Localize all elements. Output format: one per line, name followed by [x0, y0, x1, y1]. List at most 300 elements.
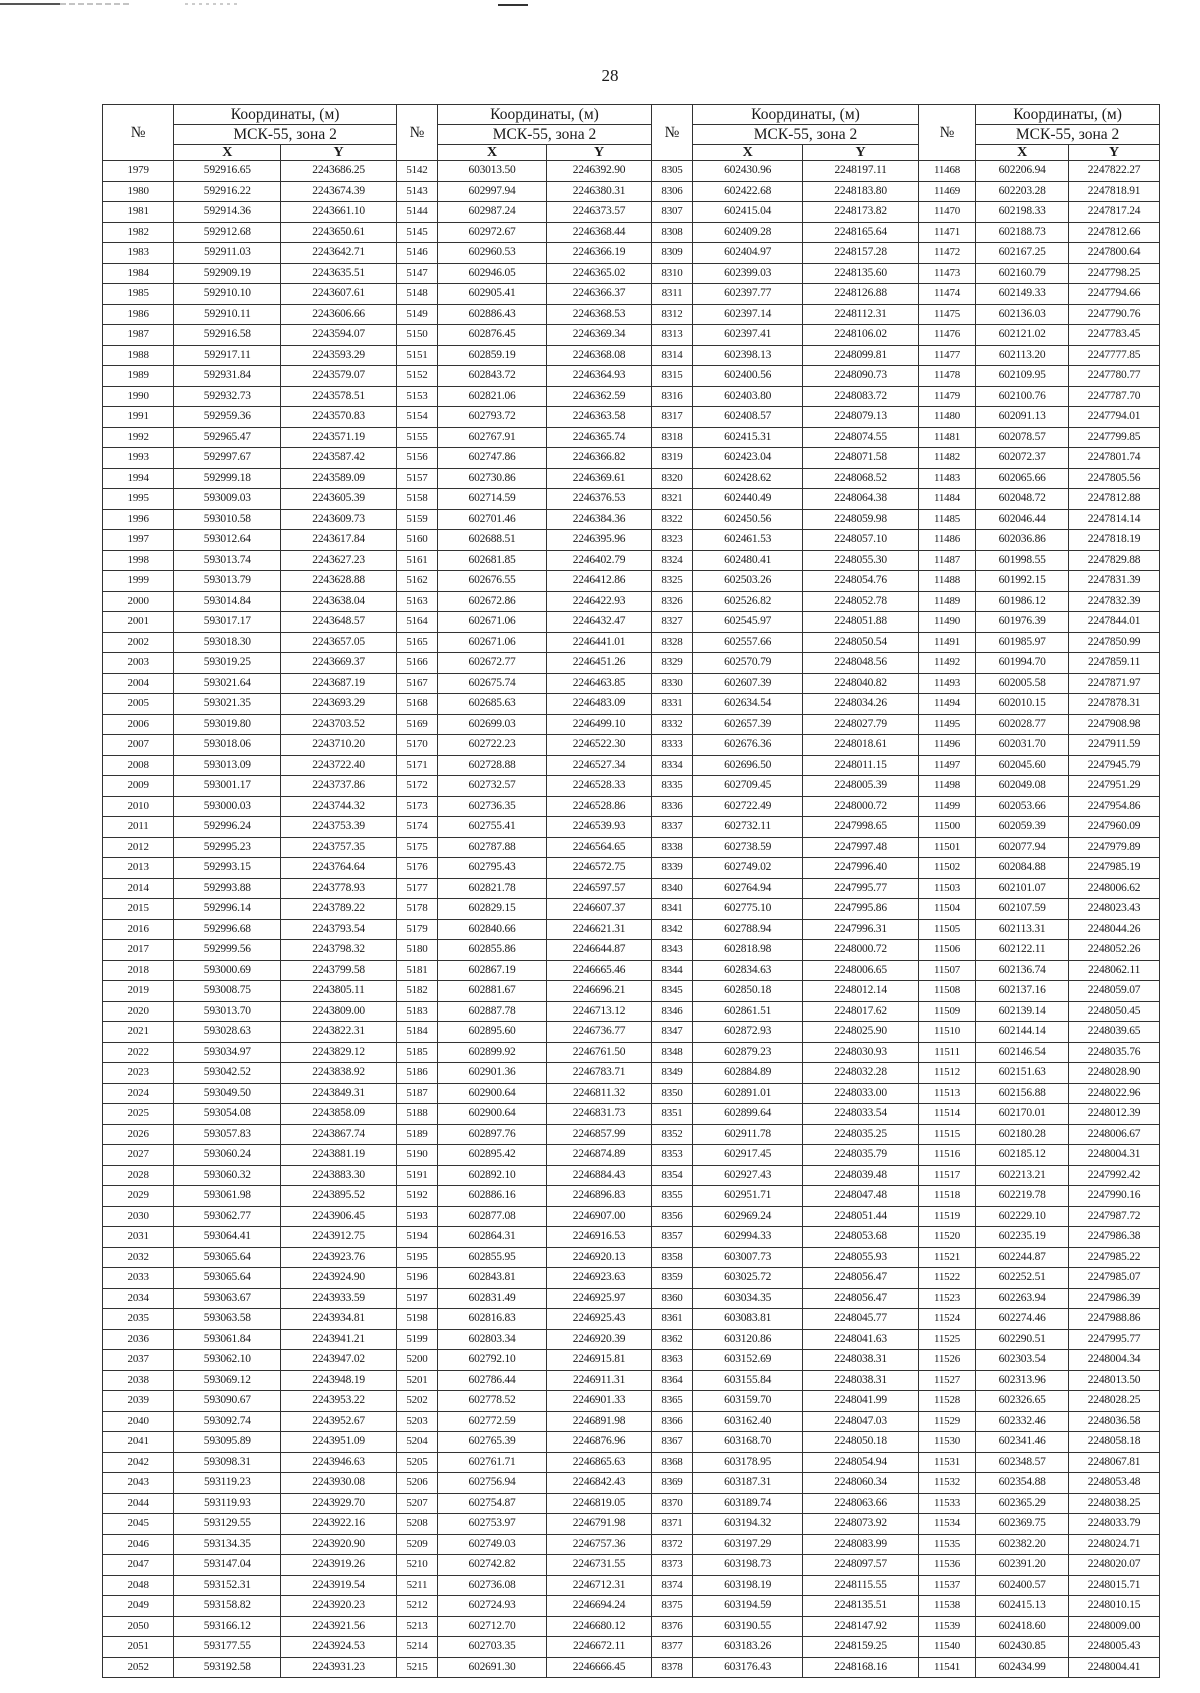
x-coordinate: 602821.06	[438, 386, 547, 407]
point-number: 2000	[103, 591, 174, 612]
point-number: 8374	[651, 1575, 692, 1596]
y-coordinate: 2243912.75	[281, 1227, 397, 1248]
y-coordinate: 2248039.65	[1069, 1022, 1160, 1043]
point-number: 2029	[103, 1186, 174, 1207]
point-number: 5199	[396, 1329, 437, 1350]
point-number: 11512	[918, 1063, 975, 1084]
table-row	[103, 1575, 1160, 1596]
y-coordinate: 2246644.87	[547, 940, 652, 961]
point-number: 8361	[651, 1309, 692, 1330]
x-coordinate: 602252.51	[976, 1268, 1069, 1289]
point-number: 2048	[103, 1575, 174, 1596]
point-number: 11479	[918, 386, 975, 407]
scan-artifact	[0, 0, 1200, 10]
y-coordinate: 2247798.25	[1069, 263, 1160, 284]
table-row	[103, 591, 1160, 612]
x-coordinate: 602753.97	[438, 1514, 547, 1535]
x-coordinate: 603083.81	[693, 1309, 803, 1330]
y-coordinate: 2248018.61	[803, 735, 919, 756]
point-number: 11522	[918, 1268, 975, 1289]
y-coordinate: 2243635.51	[281, 263, 397, 284]
table-row	[103, 345, 1160, 366]
x-coordinate: 593012.64	[174, 530, 281, 551]
y-coordinate: 2243822.31	[281, 1022, 397, 1043]
x-coordinate: 602369.75	[976, 1514, 1069, 1535]
x-coordinate: 602077.94	[976, 837, 1069, 858]
column-header-y: Y	[547, 145, 652, 161]
x-coordinate: 602900.64	[438, 1083, 547, 1104]
x-coordinate: 602901.36	[438, 1063, 547, 1084]
y-coordinate: 2243617.84	[281, 530, 397, 551]
x-coordinate: 593061.98	[174, 1186, 281, 1207]
point-number: 11504	[918, 899, 975, 920]
x-coordinate: 602244.87	[976, 1247, 1069, 1268]
y-coordinate: 2243642.71	[281, 243, 397, 264]
x-coordinate: 603198.73	[693, 1555, 803, 1576]
y-coordinate: 2246916.53	[547, 1227, 652, 1248]
point-number: 8370	[651, 1493, 692, 1514]
table-row	[103, 1596, 1160, 1617]
y-coordinate: 2248004.31	[1069, 1145, 1160, 1166]
y-coordinate: 2248071.58	[803, 448, 919, 469]
x-coordinate: 602059.39	[976, 817, 1069, 838]
y-coordinate: 2246713.12	[547, 1001, 652, 1022]
point-number: 2010	[103, 796, 174, 817]
y-coordinate: 2243589.09	[281, 468, 397, 489]
point-number: 2013	[103, 858, 174, 879]
x-coordinate: 592916.22	[174, 181, 281, 202]
x-coordinate: 603176.43	[693, 1657, 803, 1678]
column-header-coords-line1: Координаты, (м)	[174, 105, 397, 125]
y-coordinate: 2246925.43	[547, 1309, 652, 1330]
y-coordinate: 2248032.28	[803, 1063, 919, 1084]
point-number: 11470	[918, 202, 975, 223]
y-coordinate: 2248054.94	[803, 1452, 919, 1473]
y-coordinate: 2246451.26	[547, 653, 652, 674]
x-coordinate: 592999.56	[174, 940, 281, 961]
x-coordinate: 602864.31	[438, 1227, 547, 1248]
point-number: 2040	[103, 1411, 174, 1432]
y-coordinate: 2247986.38	[1069, 1227, 1160, 1248]
x-coordinate: 602887.78	[438, 1001, 547, 1022]
point-number: 2023	[103, 1063, 174, 1084]
point-number: 5168	[396, 694, 437, 715]
table-row	[103, 571, 1160, 592]
point-number: 2046	[103, 1534, 174, 1555]
point-number: 2006	[103, 714, 174, 735]
y-coordinate: 2248083.72	[803, 386, 919, 407]
x-coordinate: 603194.32	[693, 1514, 803, 1535]
point-number: 8339	[651, 858, 692, 879]
y-coordinate: 2246369.34	[547, 325, 652, 346]
x-coordinate: 602685.63	[438, 694, 547, 715]
x-coordinate: 602418.60	[976, 1616, 1069, 1637]
table-row	[103, 1083, 1160, 1104]
y-coordinate: 2247985.19	[1069, 858, 1160, 879]
point-number: 11519	[918, 1206, 975, 1227]
point-number: 5193	[396, 1206, 437, 1227]
x-coordinate: 592996.24	[174, 817, 281, 838]
point-number: 11539	[918, 1616, 975, 1637]
y-coordinate: 2243931.23	[281, 1657, 397, 1678]
point-number: 1989	[103, 366, 174, 387]
y-coordinate: 2247911.59	[1069, 735, 1160, 756]
table-row	[103, 1432, 1160, 1453]
point-number: 8323	[651, 530, 692, 551]
y-coordinate: 2247818.91	[1069, 181, 1160, 202]
x-coordinate: 593000.03	[174, 796, 281, 817]
point-number: 5149	[396, 304, 437, 325]
point-number: 11475	[918, 304, 975, 325]
point-number: 8334	[651, 755, 692, 776]
y-coordinate: 2248047.48	[803, 1186, 919, 1207]
y-coordinate: 2243799.58	[281, 960, 397, 981]
table-row	[103, 202, 1160, 223]
point-number: 5143	[396, 181, 437, 202]
x-coordinate: 593062.77	[174, 1206, 281, 1227]
y-coordinate: 2248017.62	[803, 1001, 919, 1022]
y-coordinate: 2248010.15	[1069, 1596, 1160, 1617]
point-number: 2030	[103, 1206, 174, 1227]
y-coordinate: 2243587.42	[281, 448, 397, 469]
y-coordinate: 2243669.37	[281, 653, 397, 674]
column-header-number: №	[396, 105, 437, 161]
x-coordinate: 592996.14	[174, 899, 281, 920]
y-coordinate: 2248030.93	[803, 1042, 919, 1063]
x-coordinate: 593013.70	[174, 1001, 281, 1022]
x-coordinate: 602709.45	[693, 776, 803, 797]
x-coordinate: 602480.41	[693, 550, 803, 571]
x-coordinate: 602749.02	[693, 858, 803, 879]
y-coordinate: 2246369.61	[547, 468, 652, 489]
table-row	[103, 817, 1160, 838]
x-coordinate: 602879.23	[693, 1042, 803, 1063]
point-number: 8333	[651, 735, 692, 756]
point-number: 11476	[918, 325, 975, 346]
y-coordinate: 2247954.86	[1069, 796, 1160, 817]
point-number: 11524	[918, 1309, 975, 1330]
point-number: 5162	[396, 571, 437, 592]
column-header-number: №	[651, 105, 692, 161]
y-coordinate: 2243789.22	[281, 899, 397, 920]
y-coordinate: 2246621.31	[547, 919, 652, 940]
x-coordinate: 592912.68	[174, 222, 281, 243]
x-coordinate: 602657.39	[693, 714, 803, 735]
y-coordinate: 2248059.98	[803, 509, 919, 530]
point-number: 5169	[396, 714, 437, 735]
x-coordinate: 592996.68	[174, 919, 281, 940]
point-number: 11477	[918, 345, 975, 366]
y-coordinate: 2246422.93	[547, 591, 652, 612]
y-coordinate: 2248062.11	[1069, 960, 1160, 981]
y-coordinate: 2247832.39	[1069, 591, 1160, 612]
x-coordinate: 593008.75	[174, 981, 281, 1002]
point-number: 5197	[396, 1288, 437, 1309]
y-coordinate: 2248000.72	[803, 940, 919, 961]
y-coordinate: 2246915.81	[547, 1350, 652, 1371]
point-number: 5177	[396, 878, 437, 899]
point-number: 2018	[103, 960, 174, 981]
x-coordinate: 593166.12	[174, 1616, 281, 1637]
x-coordinate: 593119.23	[174, 1473, 281, 1494]
point-number: 1996	[103, 509, 174, 530]
x-coordinate: 602732.57	[438, 776, 547, 797]
point-number: 5187	[396, 1083, 437, 1104]
table-row	[103, 1227, 1160, 1248]
y-coordinate: 2246373.57	[547, 202, 652, 223]
point-number: 8335	[651, 776, 692, 797]
x-coordinate: 593049.50	[174, 1083, 281, 1104]
table-row	[103, 1247, 1160, 1268]
x-coordinate: 602671.06	[438, 632, 547, 653]
table-row	[103, 550, 1160, 571]
point-number: 8325	[651, 571, 692, 592]
y-coordinate: 2247818.19	[1069, 530, 1160, 551]
y-coordinate: 2248051.44	[803, 1206, 919, 1227]
x-coordinate: 602772.59	[438, 1411, 547, 1432]
x-coordinate: 602818.98	[693, 940, 803, 961]
x-coordinate: 602326.65	[976, 1391, 1069, 1412]
x-coordinate: 592910.10	[174, 284, 281, 305]
x-coordinate: 593054.08	[174, 1104, 281, 1125]
y-coordinate: 2243710.20	[281, 735, 397, 756]
column-header-coords-line1: Координаты, (м)	[693, 105, 919, 125]
x-coordinate: 602951.71	[693, 1186, 803, 1207]
x-coordinate: 602927.43	[693, 1165, 803, 1186]
y-coordinate: 2243753.39	[281, 817, 397, 838]
y-coordinate: 2248012.39	[1069, 1104, 1160, 1125]
y-coordinate: 2247996.31	[803, 919, 919, 940]
x-coordinate: 602503.26	[693, 571, 803, 592]
x-coordinate: 602422.68	[693, 181, 803, 202]
x-coordinate: 602113.31	[976, 919, 1069, 940]
column-header-coords-line2: МСК-55, зона 2	[976, 125, 1160, 145]
point-number: 1988	[103, 345, 174, 366]
point-number: 5186	[396, 1063, 437, 1084]
point-number: 11537	[918, 1575, 975, 1596]
y-coordinate: 2246368.08	[547, 345, 652, 366]
y-coordinate: 2246672.11	[547, 1637, 652, 1658]
table-row	[103, 776, 1160, 797]
x-coordinate: 602816.83	[438, 1309, 547, 1330]
x-coordinate: 602400.56	[693, 366, 803, 387]
y-coordinate: 2248040.82	[803, 673, 919, 694]
y-coordinate: 2243571.19	[281, 427, 397, 448]
x-coordinate: 602703.35	[438, 1637, 547, 1658]
point-number: 11536	[918, 1555, 975, 1576]
x-coordinate: 602545.97	[693, 612, 803, 633]
point-number: 11508	[918, 981, 975, 1002]
point-number: 8347	[651, 1022, 692, 1043]
y-coordinate: 2248058.18	[1069, 1432, 1160, 1453]
point-number: 5157	[396, 468, 437, 489]
point-number: 11500	[918, 817, 975, 838]
point-number: 11514	[918, 1104, 975, 1125]
point-number: 11472	[918, 243, 975, 264]
x-coordinate: 593010.58	[174, 509, 281, 530]
point-number: 5174	[396, 817, 437, 838]
x-coordinate: 602691.30	[438, 1657, 547, 1678]
x-coordinate: 602048.72	[976, 489, 1069, 510]
x-coordinate: 592917.11	[174, 345, 281, 366]
x-coordinate: 601986.12	[976, 591, 1069, 612]
y-coordinate: 2248033.54	[803, 1104, 919, 1125]
x-coordinate: 602570.79	[693, 653, 803, 674]
y-coordinate: 2243924.90	[281, 1268, 397, 1289]
x-coordinate: 602946.05	[438, 263, 547, 284]
point-number: 2016	[103, 919, 174, 940]
point-number: 11471	[918, 222, 975, 243]
y-coordinate: 2247812.66	[1069, 222, 1160, 243]
y-coordinate: 2243579.07	[281, 366, 397, 387]
y-coordinate: 2243693.29	[281, 694, 397, 715]
point-number: 1992	[103, 427, 174, 448]
y-coordinate: 2248053.68	[803, 1227, 919, 1248]
point-number: 11474	[918, 284, 975, 305]
x-coordinate: 602859.19	[438, 345, 547, 366]
x-coordinate: 602867.19	[438, 960, 547, 981]
x-coordinate: 602672.86	[438, 591, 547, 612]
point-number: 11486	[918, 530, 975, 551]
point-number: 5209	[396, 1534, 437, 1555]
x-coordinate: 602855.95	[438, 1247, 547, 1268]
y-coordinate: 2248033.79	[1069, 1514, 1160, 1535]
point-number: 8372	[651, 1534, 692, 1555]
point-number: 5190	[396, 1145, 437, 1166]
point-number: 8362	[651, 1329, 692, 1350]
x-coordinate: 602144.14	[976, 1022, 1069, 1043]
point-number: 8357	[651, 1227, 692, 1248]
point-number: 2008	[103, 755, 174, 776]
x-coordinate: 592911.03	[174, 243, 281, 264]
point-number: 11509	[918, 1001, 975, 1022]
point-number: 8331	[651, 694, 692, 715]
point-number: 5208	[396, 1514, 437, 1535]
point-number: 5156	[396, 448, 437, 469]
y-coordinate: 2248183.80	[803, 181, 919, 202]
x-coordinate: 602399.03	[693, 263, 803, 284]
table-row	[103, 1637, 1160, 1658]
y-coordinate: 2243829.12	[281, 1042, 397, 1063]
x-coordinate: 602084.88	[976, 858, 1069, 879]
point-number: 5158	[396, 489, 437, 510]
point-number: 11538	[918, 1596, 975, 1617]
y-coordinate: 2246380.31	[547, 181, 652, 202]
y-coordinate: 2248057.10	[803, 530, 919, 551]
table-header	[103, 105, 1160, 161]
x-coordinate: 602749.03	[438, 1534, 547, 1555]
y-coordinate: 2246366.82	[547, 448, 652, 469]
x-coordinate: 602786.44	[438, 1370, 547, 1391]
point-number: 2041	[103, 1432, 174, 1453]
x-coordinate: 593057.83	[174, 1124, 281, 1145]
point-number: 11505	[918, 919, 975, 940]
y-coordinate: 2243703.52	[281, 714, 397, 735]
y-coordinate: 2248050.54	[803, 632, 919, 653]
y-coordinate: 2248034.26	[803, 694, 919, 715]
y-coordinate: 2248115.55	[803, 1575, 919, 1596]
x-coordinate: 603178.95	[693, 1452, 803, 1473]
y-coordinate: 2243570.83	[281, 407, 397, 428]
point-number: 8316	[651, 386, 692, 407]
x-coordinate: 602415.31	[693, 427, 803, 448]
y-coordinate: 2248035.79	[803, 1145, 919, 1166]
y-coordinate: 2248048.56	[803, 653, 919, 674]
table-row	[103, 468, 1160, 489]
x-coordinate: 602701.46	[438, 509, 547, 530]
point-number: 11503	[918, 878, 975, 899]
x-coordinate: 602160.79	[976, 263, 1069, 284]
x-coordinate: 593013.74	[174, 550, 281, 571]
x-coordinate: 602107.59	[976, 899, 1069, 920]
x-coordinate: 602767.91	[438, 427, 547, 448]
point-number: 8330	[651, 673, 692, 694]
y-coordinate: 2247794.66	[1069, 284, 1160, 305]
point-number: 11494	[918, 694, 975, 715]
point-number: 11506	[918, 940, 975, 961]
x-coordinate: 603190.55	[693, 1616, 803, 1637]
point-number: 11485	[918, 509, 975, 530]
y-coordinate: 2248006.67	[1069, 1124, 1160, 1145]
y-coordinate: 2246874.89	[547, 1145, 652, 1166]
y-coordinate: 2248050.45	[1069, 1001, 1160, 1022]
point-number: 8364	[651, 1370, 692, 1391]
x-coordinate: 602755.41	[438, 817, 547, 838]
y-coordinate: 2248051.88	[803, 612, 919, 633]
y-coordinate: 2248028.90	[1069, 1063, 1160, 1084]
x-coordinate: 602136.74	[976, 960, 1069, 981]
point-number: 11469	[918, 181, 975, 202]
table-row	[103, 899, 1160, 920]
x-coordinate: 603189.74	[693, 1493, 803, 1514]
point-number: 5189	[396, 1124, 437, 1145]
y-coordinate: 2243921.56	[281, 1616, 397, 1637]
point-number: 8360	[651, 1288, 692, 1309]
x-coordinate: 593060.24	[174, 1145, 281, 1166]
x-coordinate: 603013.50	[438, 161, 547, 182]
x-coordinate: 602886.16	[438, 1186, 547, 1207]
x-coordinate: 602188.73	[976, 222, 1069, 243]
x-coordinate: 602736.35	[438, 796, 547, 817]
y-coordinate: 2248056.47	[803, 1288, 919, 1309]
y-coordinate: 2246865.63	[547, 1452, 652, 1473]
x-coordinate: 602409.28	[693, 222, 803, 243]
x-coordinate: 602765.39	[438, 1432, 547, 1453]
point-number: 11480	[918, 407, 975, 428]
x-coordinate: 593192.58	[174, 1657, 281, 1678]
x-coordinate: 602170.01	[976, 1104, 1069, 1125]
point-number: 5176	[396, 858, 437, 879]
point-number: 1981	[103, 202, 174, 223]
y-coordinate: 2243919.54	[281, 1575, 397, 1596]
x-coordinate: 603007.73	[693, 1247, 803, 1268]
point-number: 2002	[103, 632, 174, 653]
point-number: 1991	[103, 407, 174, 428]
x-coordinate: 592910.11	[174, 304, 281, 325]
y-coordinate: 2248126.88	[803, 284, 919, 305]
x-coordinate: 602557.66	[693, 632, 803, 653]
point-number: 11491	[918, 632, 975, 653]
y-coordinate: 2246665.46	[547, 960, 652, 981]
x-coordinate: 602450.56	[693, 509, 803, 530]
x-coordinate: 602382.20	[976, 1534, 1069, 1555]
point-number: 5202	[396, 1391, 437, 1412]
x-coordinate: 602430.96	[693, 161, 803, 182]
y-coordinate: 2247985.07	[1069, 1268, 1160, 1289]
point-number: 11468	[918, 161, 975, 182]
point-number: 1990	[103, 386, 174, 407]
table-row	[103, 632, 1160, 653]
